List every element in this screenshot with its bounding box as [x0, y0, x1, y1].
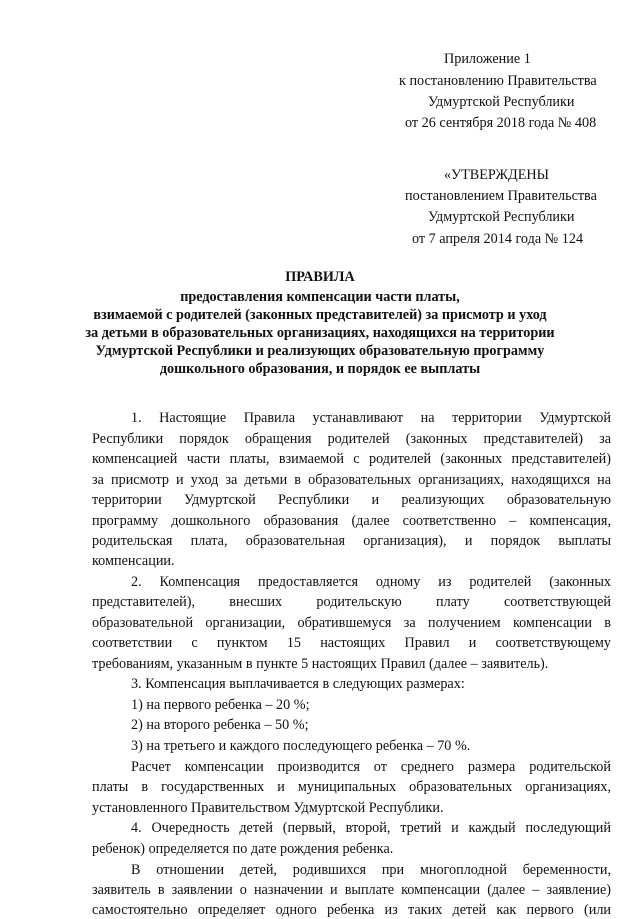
p2-line: соответствии с пунктом 15 настоящих Правил и соответствующему	[92, 635, 611, 651]
p1-line: за присмотр и уход за детьми в образовательных организациях, находящихся на	[92, 472, 611, 488]
appendix-line-4: от 26 сентября 2018 года № 408	[405, 115, 597, 131]
p1-line: родительская плата, образовательная организация), и порядок выплаты	[92, 533, 611, 549]
p3-line: 3. Компенсация выплачивается в следующих размерах:	[131, 676, 465, 692]
p1-line: компенсацией части платы, взимаемой с родителей (законных представителей)	[92, 451, 611, 467]
title-sub-1: предоставления компенсации части платы,	[180, 289, 460, 305]
title-main: ПРАВИЛА	[285, 269, 355, 285]
p4-line: Расчет компенсации производится от среднего размера родительской	[131, 759, 611, 775]
title-sub-3: за детьми в образовательных организациях, находящихся на территории	[85, 325, 555, 341]
p1-line: программу дошкольного образования (далее соответственно – компенсация,	[92, 513, 611, 529]
p1-line: компенсации.	[92, 553, 175, 569]
p1-line: 1. Настоящие Правила устанавливают на территории Удмуртской	[131, 410, 611, 426]
title-sub-2: взимаемой с родителей (законных представителей) за присмотр и уход	[93, 307, 547, 323]
appendix-line-2: к постановлению Правительства	[399, 73, 597, 89]
p1-line: Республики порядок обращения родителей (законных представителей) за	[92, 431, 611, 447]
appendix-line-1: Приложение 1	[444, 51, 531, 67]
p6-line: заявитель в заявлении о назначении и выплате компенсации (далее – заявление)	[92, 882, 611, 898]
p3-item: 2) на второго ребенка – 50 %;	[131, 717, 309, 733]
p5-line: 4. Очередность детей (первый, второй, третий и каждый последующий	[131, 820, 611, 836]
p5-line: ребенок) определяется по дате рождения ребенка.	[92, 841, 394, 857]
p4-line: установленного Правительством Удмуртской Республики.	[92, 800, 444, 816]
p3-item: 1) на первого ребенка – 20 %;	[131, 697, 310, 713]
approved-line-2: постановлением Правительства	[405, 188, 597, 204]
appendix-line-3: Удмуртской Республики	[428, 94, 575, 110]
approved-line-4: от 7 апреля 2014 года № 124	[412, 231, 584, 247]
p6-line: В отношении детей, родившихся при многоплодной беременности,	[131, 862, 611, 878]
p3-item: 3) на третьего и каждого последующего ребенка – 70 %.	[131, 738, 471, 754]
title-sub-4: Удмуртской Республики и реализующих образовательную программу	[95, 343, 545, 359]
p6-line: самостоятельно определяет одного ребенка из таких детей как первого (или	[92, 902, 611, 918]
approved-line-3: Удмуртской Республики	[428, 209, 575, 225]
p2-line: 2. Компенсация предоставляется одному из родителей (законных	[131, 574, 611, 590]
p4-line: платы в государственных и муниципальных образовательных организациях,	[92, 779, 611, 795]
p2-line: представителей), внесших родительскую плату соответствующей	[92, 594, 611, 610]
p2-line: образовательной организации, обратившемуся за получением компенсации в	[92, 615, 611, 631]
title-sub-5: дошкольного образования, и порядок ее выплаты	[159, 361, 481, 377]
p1-line: территории Удмуртской Республики и реализующих образовательную	[92, 492, 611, 508]
p2-line: требованиям, указанным в пункте 5 настоящих Правил (далее – заявитель).	[92, 656, 549, 672]
approved-line-1: «УТВЕРЖДЕНЫ	[444, 167, 549, 183]
